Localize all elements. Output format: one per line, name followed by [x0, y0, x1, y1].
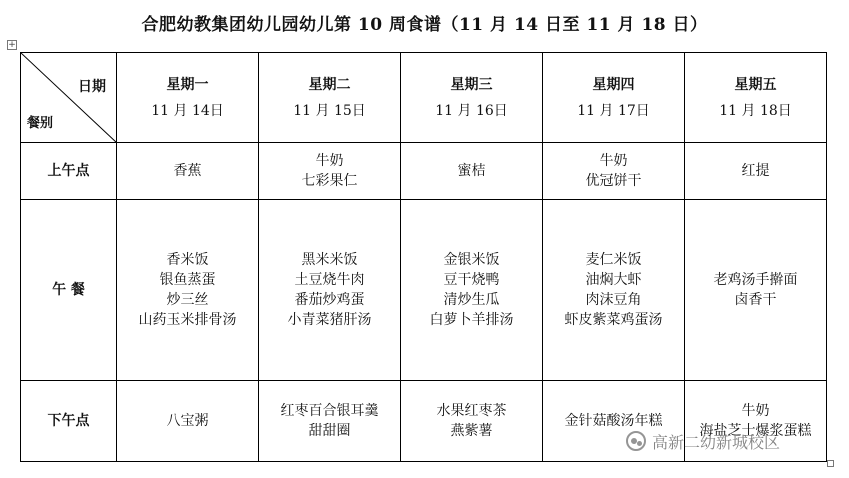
menu-cell — [259, 200, 401, 381]
menu-table — [20, 52, 827, 462]
morning-snack-row — [21, 143, 827, 200]
menu-cell — [685, 143, 827, 200]
day-name: 星期一 — [166, 76, 209, 93]
day-date: 11 月 14日 — [151, 102, 224, 119]
day-header — [259, 53, 401, 143]
dish: 燕紫薯 — [450, 423, 493, 439]
dish: 番茄炒鸡蛋 — [294, 292, 365, 308]
day-date: 11 月 17日 — [577, 102, 650, 119]
table-resize-handle[interactable] — [827, 460, 834, 467]
menu-cell — [401, 381, 543, 462]
menu-cell — [117, 381, 259, 462]
dish: 优冠饼干 — [585, 173, 642, 189]
dish: 金银米饭 — [443, 252, 500, 268]
dish: 红提 — [741, 163, 770, 179]
menu-cell — [401, 143, 543, 200]
menu-cell — [543, 143, 685, 200]
day-header — [401, 53, 543, 143]
day-header — [543, 53, 685, 143]
header-row — [21, 53, 827, 143]
dish: 牛奶 — [315, 153, 344, 169]
menu-cell — [543, 381, 685, 462]
dish: 卤香干 — [734, 292, 777, 308]
dish: 黑米米饭 — [301, 252, 358, 268]
dish: 炒三丝 — [166, 292, 209, 308]
dish: 清炒生瓜 — [443, 292, 500, 308]
dish: 土豆烧牛肉 — [294, 272, 365, 288]
day-name: 星期三 — [450, 76, 493, 93]
dish: 甜甜圈 — [308, 423, 351, 439]
watermark-text: 高新二幼新城校区 — [652, 432, 781, 452]
row-label: 下午点 — [21, 381, 117, 462]
day-name: 星期二 — [308, 76, 351, 93]
table-move-handle-icon[interactable]: + — [8, 40, 16, 50]
dish: 香米饭 — [166, 252, 209, 268]
dish: 老鸡汤手擀面 — [713, 272, 798, 288]
dish: 香蕉 — [173, 163, 202, 179]
menu-cell — [117, 143, 259, 200]
dish: 虾皮紫菜鸡蛋汤 — [564, 312, 663, 328]
page-title: 合肥幼教集团幼儿园幼儿第 10 周食谱（11 月 14 日至 11 月 18 日） — [141, 15, 708, 35]
dish: 油焖大虾 — [585, 272, 642, 288]
day-date: 11 月 15日 — [293, 102, 366, 119]
menu-cell — [401, 200, 543, 381]
dish: 牛奶 — [741, 403, 770, 419]
dish: 水果红枣茶 — [436, 403, 507, 419]
menu-cell — [117, 200, 259, 381]
dish: 肉沫豆角 — [585, 292, 642, 308]
lunch-row — [21, 200, 827, 381]
dish: 豆干烧鸭 — [443, 272, 500, 288]
menu-cell — [259, 143, 401, 200]
dish: 七彩果仁 — [301, 173, 358, 189]
menu-cell — [543, 200, 685, 381]
corner-cell — [21, 53, 117, 143]
afternoon-snack-row — [21, 381, 827, 462]
dish: 蜜桔 — [457, 163, 486, 179]
dish: 银鱼蒸蛋 — [159, 272, 216, 288]
corner-date-label: 日期 — [78, 79, 106, 95]
dish: 小青菜猪肝汤 — [287, 312, 372, 328]
day-name: 星期四 — [592, 76, 635, 93]
dish: 八宝粥 — [166, 413, 209, 429]
day-name: 星期五 — [734, 76, 777, 93]
day-date: 11 月 18日 — [719, 102, 792, 119]
day-header — [117, 53, 259, 143]
dish: 麦仁米饭 — [585, 252, 642, 268]
dish: 红枣百合银耳羹 — [280, 403, 379, 419]
row-label: 上午点 — [21, 143, 117, 200]
dish: 山药玉米排骨汤 — [138, 312, 237, 328]
menu-cell — [685, 381, 827, 462]
dish: 白萝卜羊排汤 — [429, 312, 514, 328]
dish: 牛奶 — [599, 153, 628, 169]
dish: 海盐芝士爆浆蛋糕 — [699, 423, 812, 439]
dish: 金针菇酸汤年糕 — [564, 413, 663, 429]
day-date: 11 月 16日 — [435, 102, 508, 119]
row-label: 午 餐 — [21, 200, 117, 381]
menu-cell — [685, 200, 827, 381]
menu-cell — [259, 381, 401, 462]
corner-meal-label: 餐别 — [27, 116, 54, 131]
day-header — [685, 53, 827, 143]
